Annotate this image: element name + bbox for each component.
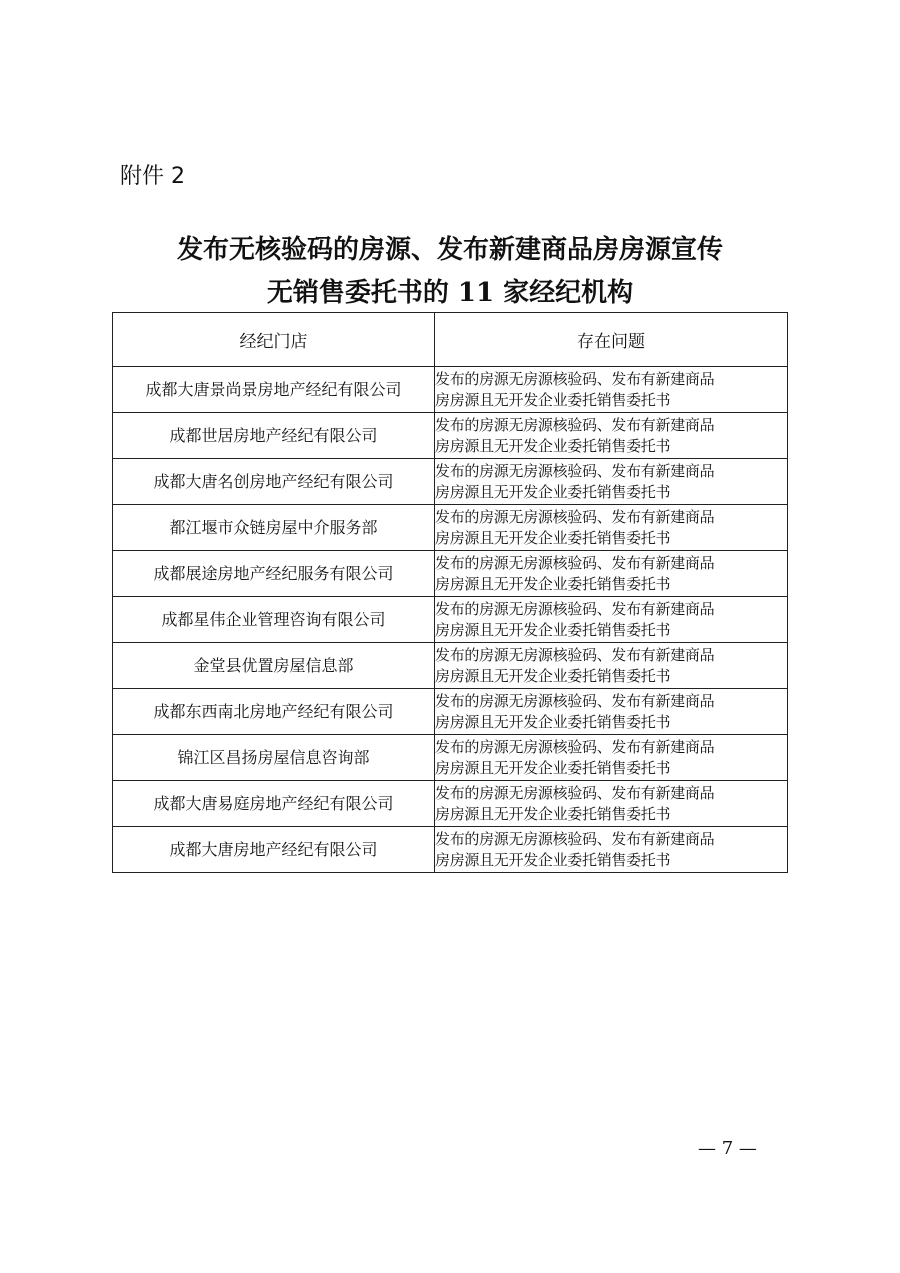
table-row xyxy=(113,597,788,643)
issue-line: 房房源且无开发企业委托销售委托书 xyxy=(435,666,671,685)
table-row xyxy=(113,551,788,597)
store-name: 成都大唐名创房地产经纪有限公司 xyxy=(113,459,435,505)
issue-cell xyxy=(435,459,788,505)
store-name: 成都东西南北房地产经纪有限公司 xyxy=(113,689,435,735)
issue-line: 房房源且无开发企业委托销售委托书 xyxy=(435,850,671,869)
issue-line: 发布的房源无房源核验码、发布有新建商品 xyxy=(435,737,715,756)
issue-line: 发布的房源无房源核验码、发布有新建商品 xyxy=(435,507,715,526)
page-number: — 7 — xyxy=(698,1138,757,1159)
store-name: 成都展途房地产经纪服务有限公司 xyxy=(113,551,435,597)
issue-line: 发布的房源无房源核验码、发布有新建商品 xyxy=(435,553,715,572)
issue-line: 发布的房源无房源核验码、发布有新建商品 xyxy=(435,415,715,434)
issue-cell xyxy=(435,827,788,873)
issue-line: 房房源且无开发企业委托销售委托书 xyxy=(435,574,671,593)
issue-cell xyxy=(435,367,788,413)
table-row xyxy=(113,827,788,873)
document-title-line1: 发布无核验码的房源、发布新建商品房房源宣传 xyxy=(176,235,723,265)
document-title-line2: 无销售委托书的 11 家经纪机构 xyxy=(266,278,634,308)
issue-cell xyxy=(435,597,788,643)
issue-cell xyxy=(435,413,788,459)
header-store: 经纪门店 xyxy=(113,313,435,367)
table-row xyxy=(113,413,788,459)
store-name: 成都大唐易庭房地产经纪有限公司 xyxy=(113,781,435,827)
issue-cell xyxy=(435,781,788,827)
issue-line: 发布的房源无房源核验码、发布有新建商品 xyxy=(435,829,715,848)
issue-cell xyxy=(435,643,788,689)
issue-line: 房房源且无开发企业委托销售委托书 xyxy=(435,712,671,731)
issue-line: 发布的房源无房源核验码、发布有新建商品 xyxy=(435,645,715,664)
issue-line: 发布的房源无房源核验码、发布有新建商品 xyxy=(435,599,715,618)
issue-line: 房房源且无开发企业委托销售委托书 xyxy=(435,482,671,501)
issue-line: 房房源且无开发企业委托销售委托书 xyxy=(435,390,671,409)
issue-cell xyxy=(435,551,788,597)
issue-line: 发布的房源无房源核验码、发布有新建商品 xyxy=(435,783,715,802)
issue-line: 房房源且无开发企业委托销售委托书 xyxy=(435,620,671,639)
table-row xyxy=(113,459,788,505)
issue-line: 房房源且无开发企业委托销售委托书 xyxy=(435,436,671,455)
store-name: 金堂县优置房屋信息部 xyxy=(113,643,435,689)
table-row xyxy=(113,643,788,689)
table-row xyxy=(113,367,788,413)
agency-table xyxy=(112,312,788,873)
issue-line: 房房源且无开发企业委托销售委托书 xyxy=(435,758,671,777)
issue-cell xyxy=(435,735,788,781)
issue-line: 房房源且无开发企业委托销售委托书 xyxy=(435,528,671,547)
store-name: 都江堰市众链房屋中介服务部 xyxy=(113,505,435,551)
issue-cell xyxy=(435,505,788,551)
issue-line: 发布的房源无房源核验码、发布有新建商品 xyxy=(435,369,715,388)
attachment-label: 附件 2 xyxy=(120,164,185,189)
table-row xyxy=(113,735,788,781)
issue-line: 发布的房源无房源核验码、发布有新建商品 xyxy=(435,691,715,710)
table-row xyxy=(113,781,788,827)
store-name: 成都大唐房地产经纪有限公司 xyxy=(113,827,435,873)
store-name: 成都大唐景尚景房地产经纪有限公司 xyxy=(113,367,435,413)
table-row xyxy=(113,689,788,735)
header-issue: 存在问题 xyxy=(435,313,788,367)
issue-cell xyxy=(435,689,788,735)
issue-line: 房房源且无开发企业委托销售委托书 xyxy=(435,804,671,823)
table-header-row xyxy=(113,313,788,367)
table-row xyxy=(113,505,788,551)
issue-line: 发布的房源无房源核验码、发布有新建商品 xyxy=(435,461,715,480)
store-name: 锦江区昌扬房屋信息咨询部 xyxy=(113,735,435,781)
store-name: 成都星伟企业管理咨询有限公司 xyxy=(113,597,435,643)
store-name: 成都世居房地产经纪有限公司 xyxy=(113,413,435,459)
